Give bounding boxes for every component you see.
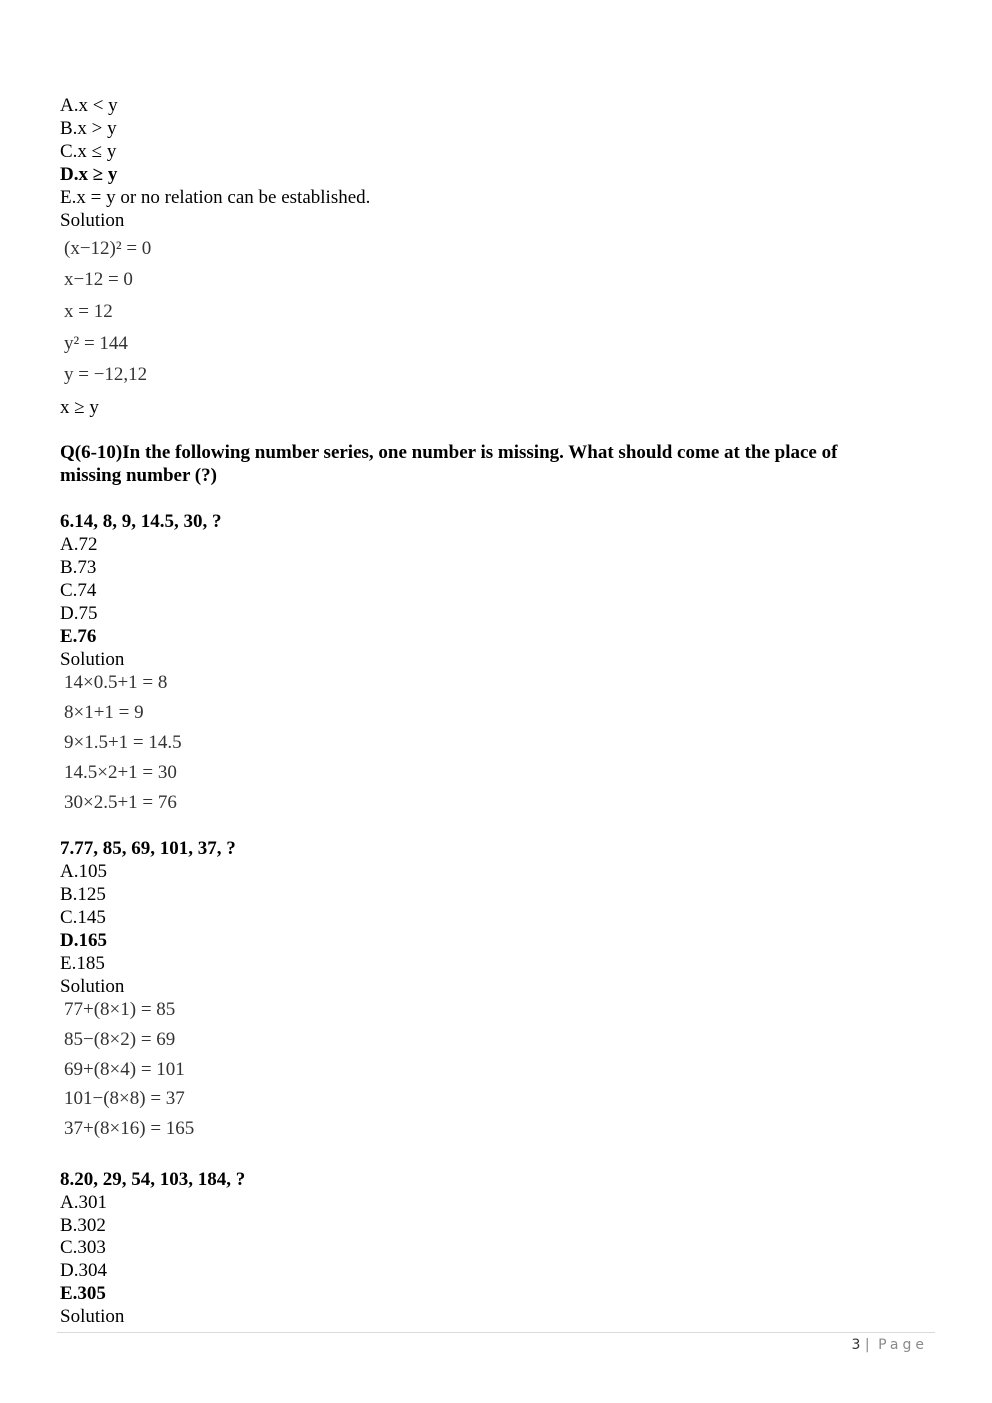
solution-step: (x−12)² = 0 xyxy=(64,238,152,259)
page-number: 3 xyxy=(851,1337,861,1353)
option-a: A.x < y xyxy=(60,95,118,116)
footer-divider xyxy=(57,1332,935,1333)
solution-step: 8×1+1 = 9 xyxy=(64,702,144,723)
option-a: A.301 xyxy=(60,1192,107,1213)
question-title: 8.20, 29, 54, 103, 184, ? xyxy=(60,1169,246,1190)
question-title: 7.77, 85, 69, 101, 37, ? xyxy=(60,838,236,859)
solution-label: Solution xyxy=(60,649,125,670)
solution-step: y² = 144 xyxy=(64,333,128,354)
option-b: B.73 xyxy=(60,557,97,578)
solution-step: 37+(8×16) = 165 xyxy=(64,1118,195,1139)
option-a: A.105 xyxy=(60,861,107,882)
option-b: B.x > y xyxy=(60,118,117,139)
solution-label: Solution xyxy=(60,1306,125,1327)
option-e-correct: E.76 xyxy=(60,626,97,647)
section-heading: Q(6-10)In the following number series, one number is missing. What should come at the place of xyxy=(60,442,838,463)
option-d: D.304 xyxy=(60,1260,107,1281)
question-title: 6.14, 8, 9, 14.5, 30, ? xyxy=(60,511,222,532)
solution-step: 9×1.5+1 = 14.5 xyxy=(64,732,182,753)
option-c: C.303 xyxy=(60,1237,106,1258)
option-c: C.145 xyxy=(60,907,106,928)
solution-step: 14×0.5+1 = 8 xyxy=(64,672,168,693)
solution-step: 14.5×2+1 = 30 xyxy=(64,762,177,783)
option-c: C.x ≤ y xyxy=(60,141,117,162)
solution-step: 77+(8×1) = 85 xyxy=(64,999,176,1020)
solution-step: y = −12,12 xyxy=(64,364,148,385)
option-d-correct: D.165 xyxy=(60,930,107,951)
solution-step: x = 12 xyxy=(64,301,113,322)
option-e: E.185 xyxy=(60,953,105,974)
option-b: B.125 xyxy=(60,884,106,905)
option-e: E.x = y or no relation can be established. xyxy=(60,187,371,208)
option-e-correct: E.305 xyxy=(60,1283,106,1304)
option-d-correct: D.x ≥ y xyxy=(60,164,118,185)
solution-step: 85−(8×2) = 69 xyxy=(64,1029,176,1050)
solution-label: Solution xyxy=(60,976,125,997)
option-b: B.302 xyxy=(60,1215,106,1236)
solution-step: 69+(8×4) = 101 xyxy=(64,1059,185,1080)
solution-step: 30×2.5+1 = 76 xyxy=(64,792,177,813)
solution-step: x−12 = 0 xyxy=(64,269,133,290)
page-footer xyxy=(852,1337,928,1353)
section-heading-cont: missing number (?) xyxy=(60,465,217,486)
page-separator: | xyxy=(864,1337,874,1353)
solution-step: 101−(8×8) = 37 xyxy=(64,1088,185,1109)
option-d: D.75 xyxy=(60,603,98,624)
solution-label: Solution xyxy=(60,210,125,231)
option-c: C.74 xyxy=(60,580,97,601)
page-label: Page xyxy=(878,1337,928,1353)
option-a: A.72 xyxy=(60,534,98,555)
conclusion: x ≥ y xyxy=(60,397,99,418)
